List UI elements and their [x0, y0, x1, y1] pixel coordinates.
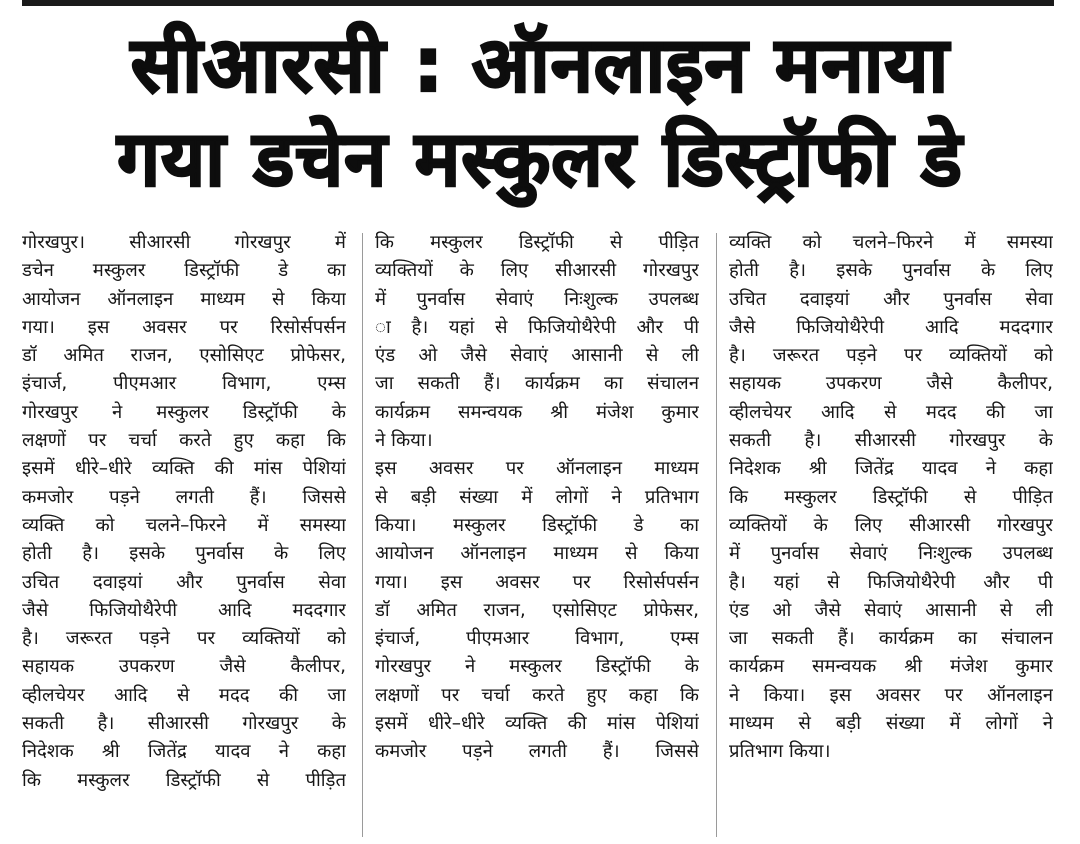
article-line: निदेशक श्री जितेंद्र यादव ने कहा [729, 458, 1053, 480]
article-line: कि मस्कुलर डिस्ट्रॉफी से पीड़ित [22, 769, 346, 791]
article-line: जैसे फिजियोथैरेपी आदि मददगार [22, 599, 346, 621]
article-line: है। यहां से फिजियोथैरेपी और पी [729, 571, 1053, 593]
article-body [22, 229, 1056, 841]
headline [16, 18, 1064, 206]
article-line: एंड ओ जैसे सेवाएं आसानी से ली [729, 599, 1053, 621]
article-line: डॉ अमित राजन, एसोसिएट प्रोफेसर, [22, 345, 346, 367]
article-line: ने किया। [375, 430, 433, 452]
article-line: आयोजन ऑनलाइन माध्यम से किया [375, 543, 699, 565]
headline-line-1: सीआरसी : ऑनलाइन मनाया [130, 20, 950, 109]
article-line: गोरखपुर। सीआरसी गोरखपुर में [22, 232, 346, 253]
article-line: गया। इस अवसर पर रिसोर्सपर्सन [375, 571, 699, 593]
article-column-2 [375, 229, 699, 767]
top-rule [22, 0, 1054, 6]
article-line: कार्यक्रम समन्वयक श्री मंजेश कुमार [729, 656, 1053, 678]
article-line: उचित दवाइयां और पुनर्वास सेवा [22, 571, 346, 593]
article-line: में पुनर्वास सेवाएं निःशुल्क उपलब्ध [375, 288, 699, 310]
article-line: प्रतिभाग किया। [729, 741, 831, 763]
article-line: होती है। इसके पुनर्वास के लिए [22, 543, 346, 565]
article-line: निदेशक श्री जितेंद्र यादव ने कहा [22, 741, 346, 763]
article-line: गया। इस अवसर पर रिसोर्सपर्सन [22, 316, 346, 338]
article-column-1 [22, 229, 346, 795]
article-line: उचित दवाइयां और पुनर्वास सेवा [729, 288, 1053, 310]
article-line: होती है। इसके पुनर्वास के लिए [729, 260, 1053, 282]
article-line: डचेन मस्कुलर डिस्ट्रॉफी डे का [22, 260, 346, 282]
article-line: व्हीलचेयर आदि से मदद की जा [729, 401, 1053, 423]
column-divider [716, 233, 717, 837]
article-line: जा सकती हैं। कार्यक्रम का संचालन [729, 628, 1053, 650]
article-line: सकती है। सीआरसी गोरखपुर के [729, 430, 1053, 452]
article-line: इस अवसर पर ऑनलाइन माध्यम [375, 458, 699, 480]
article-line: डॉ अमित राजन, एसोसिएट प्रोफेसर, [375, 599, 699, 621]
article-line: इसमें धीरे–धीरे व्यक्ति की मांस पेशियां [22, 458, 346, 480]
article-line: इंचार्ज, पीएमआर विभाग, एम्स [22, 373, 346, 395]
article-line: इसमें धीरे–धीरे व्यक्ति की मांस पेशियां [375, 713, 699, 735]
article-line: सकती है। सीआरसी गोरखपुर के [22, 713, 346, 735]
article-line: किया। मस्कुलर डिस्ट्रॉफी डे का [375, 514, 699, 536]
article-line: ा है। यहां से फिजियोथैरेपी और पी [375, 316, 699, 338]
article-line: कमजोर पड़ने लगती हैं। जिससे [22, 486, 346, 508]
article-line: गोरखपुर ने मस्कुलर डिस्ट्रॉफी के [22, 401, 346, 423]
column-divider [362, 233, 363, 837]
article-line: कि मस्कुलर डिस्ट्रॉफी से पीड़ित [729, 486, 1053, 508]
article-line: सहायक उपकरण जैसे कैलीपर, [729, 373, 1053, 395]
article-line: सहायक उपकरण जैसे कैलीपर, [22, 656, 346, 678]
article-line: लक्षणों पर चर्चा करते हुए कहा कि [375, 684, 699, 706]
article-line: व्यक्ति को चलने–फिरने में समस्या [729, 232, 1053, 253]
article-line: माध्यम से बड़ी संख्या में लोगों ने [729, 713, 1053, 735]
article-line: जा सकती हैं। कार्यक्रम का संचालन [375, 373, 699, 395]
article-line: व्हीलचेयर आदि से मदद की जा [22, 684, 346, 706]
article-line: लक्षणों पर चर्चा करते हुए कहा कि [22, 430, 346, 452]
article-line: कमजोर पड़ने लगती हैं। जिससे [375, 741, 699, 763]
article-line: इंचार्ज, पीएमआर विभाग, एम्स [375, 628, 699, 650]
article-line: कार्यक्रम समन्वयक श्री मंजेश कुमार [375, 401, 699, 423]
article-line: जैसे फिजियोथैरेपी आदि मददगार [729, 316, 1053, 338]
article-line: व्यक्तियों के लिए सीआरसी गोरखपुर [729, 514, 1053, 536]
article-line: कि मस्कुलर डिस्ट्रॉफी से पीड़ित [375, 232, 699, 253]
article-line: एंड ओ जैसे सेवाएं आसानी से ली [375, 345, 699, 367]
article-line: से बड़ी संख्या में लोगों ने प्रतिभाग [375, 486, 699, 508]
article-line: व्यक्ति को चलने–फिरने में समस्या [22, 514, 346, 536]
headline-line-2: गया डचेन मस्कुलर डिस्ट्रॉफी डे [117, 114, 963, 203]
article-column-3 [729, 229, 1053, 767]
article-line: है। जरूरत पड़ने पर व्यक्तियों को [22, 628, 346, 650]
article-line: आयोजन ऑनलाइन माध्यम से किया [22, 288, 346, 310]
article-line: ने किया। इस अवसर पर ऑनलाइन [729, 684, 1053, 706]
article-line: है। जरूरत पड़ने पर व्यक्तियों को [729, 345, 1053, 367]
article-line: गोरखपुर ने मस्कुलर डिस्ट्रॉफी के [375, 656, 699, 678]
article-line: व्यक्तियों के लिए सीआरसी गोरखपुर [375, 260, 699, 282]
article-line: में पुनर्वास सेवाएं निःशुल्क उपलब्ध [729, 543, 1053, 565]
